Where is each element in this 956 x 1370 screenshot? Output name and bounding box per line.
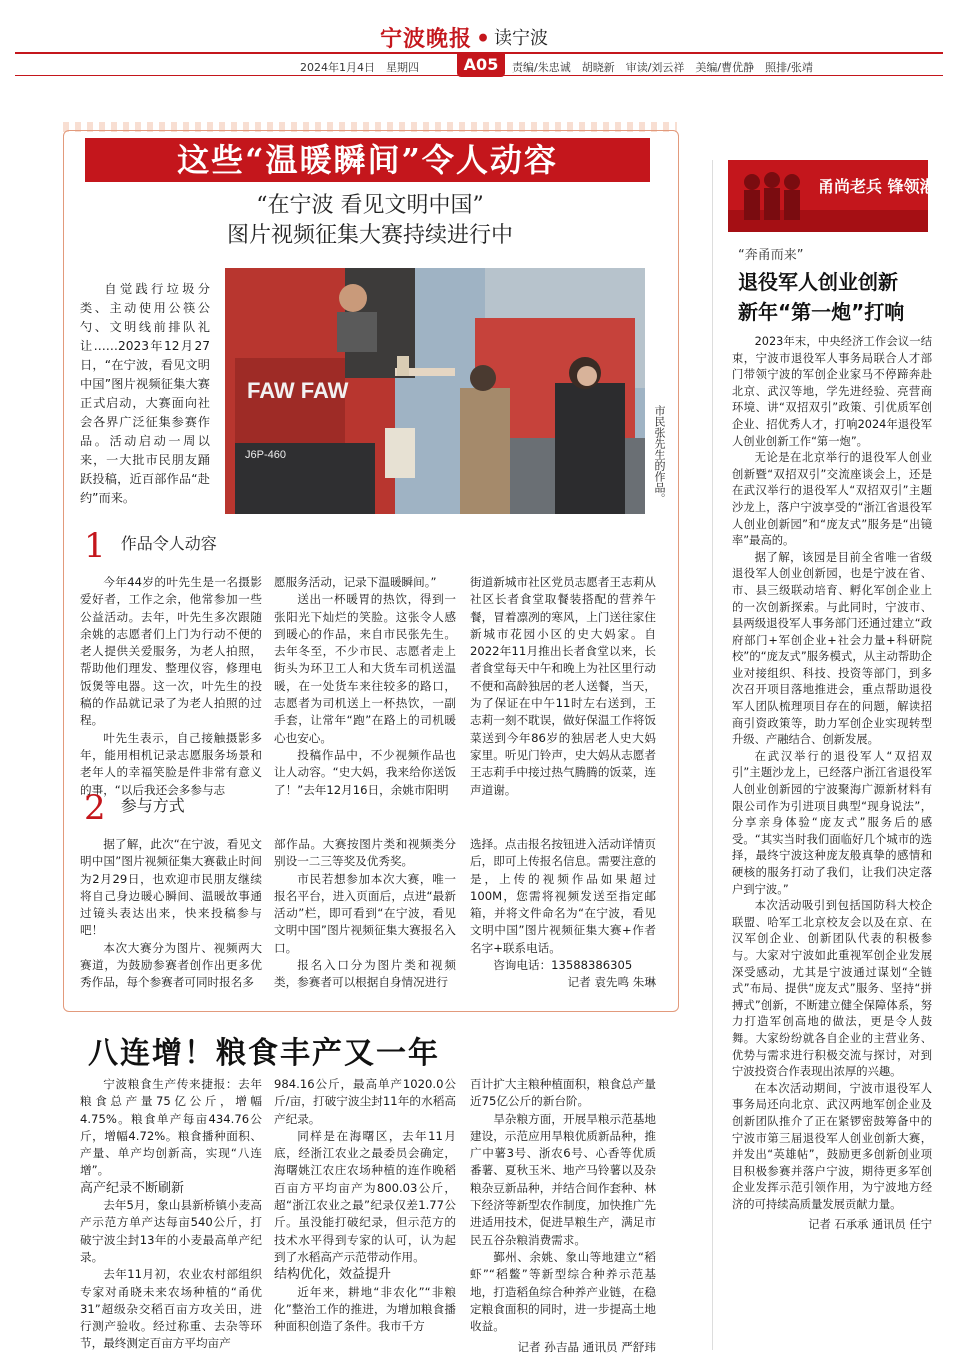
section-1-number: 1 — [84, 526, 106, 566]
section-2-heading: 参与方式 — [120, 796, 185, 815]
subheading: 结构优化，效益提升 — [274, 1267, 392, 1283]
grain-col-3 — [470, 1076, 656, 1357]
paragraph: 鄞州、余姚、象山等地建立“稻虾”“稻鳖”等新型综合种养示范基地，打造稻鱼综合种养产业链，在稳定粮食面积的同时，进一步提高土地收益。 — [470, 1249, 656, 1334]
veterans-title-line-2: 新年“第一炮”打响 — [738, 300, 905, 324]
veterans-banner — [728, 160, 952, 232]
paragraph: 部作品。大赛按图片类和视频类分别设一二三等奖及优秀奖。 — [274, 837, 456, 869]
paragraph: 据了解，此次“在宁波，看见文明中国”图片视频征集大赛截止时间为2月29日，也欢迎市民朋友继续将自己身边暖心瞬间、温暖故事通过镜头表达出来，快来投稿参与吧！ — [80, 837, 262, 938]
photo-caption: 市民张先生的作品。 — [653, 405, 666, 504]
paragraph: 984.16公斤，最高单产1020.0公斤/亩，打破宁波尘封11年的水稻高产纪录。 — [274, 1077, 456, 1126]
feature-title: 这些“温暖瞬间”令人动容 — [85, 138, 650, 182]
header-rule-thin — [15, 75, 943, 76]
section-2-col-1 — [80, 836, 262, 992]
paragraph: 送出一杯暖胃的热饮，得到一张阳光下灿烂的笑脸。这张令人感到暖心的作品，来自市民张先生。去年冬至，不少市民、志愿者走上街头为环卫工人和大货车司机送温暖，在一处货车来往较多的路口，志愿者为司机送上一杯热饮，一副手套，让常年“跑”在路上的司机暖心也安心。 — [274, 592, 456, 745]
paragraph: 宁波粮食生产传来捷报：去年粮食总产量75亿公斤，增幅4.75%。粮食单产每亩434.76公斤，增幅4.72%。粮食播种面积、产量、单产均创新高，实现“八连增”。 — [80, 1077, 262, 1178]
column-divider — [712, 160, 713, 1350]
paragraph: 叶先生表示，自己接触摄影多年，能用相机记录志愿服务场景和老年人的幸福笑脸是件非常有意义的事，“以后我还会多参与志 — [80, 730, 262, 797]
page-number: A05 — [457, 53, 505, 77]
paragraph: 无论是在北京举行的退役军人创业创新暨“双招双引”交流座谈会上，还是在武汉举行的退役军人“双招双引”主题沙龙上，落户宁波享受的“浙江省退役军人创业创新园”和“庞友式”服务是“出镜率”最高的。 — [732, 451, 932, 548]
truck-photo — [225, 268, 645, 514]
paragraph: 本次大赛分为图片、视频两大赛道，为鼓励参赛者创作出更多优秀作品，每个参赛者可同时报名多 — [80, 940, 262, 990]
section-1-col-3 — [470, 574, 656, 799]
paragraph: 2023年末，中央经济工作会议一结束，宁波市退役军人事务局联合人才部门带领宁波的军创企业家马不停蹄奔赴北京、武汉等地，学先进经验、亮营商环境、讲“双招双引”政策、引优质军创企业、招优秀人才，打响2024年退役军人创业创新工作“第一炮”。 — [732, 335, 932, 448]
paragraph: 同样是在海曙区，去年11月底，经浙江农业之最委员会确定，海曙姚江农庄农场种植的连作晚稻百亩方平均亩产为800.03公斤，超“浙江农业之最”纪录仅差1.77公斤。虽没能打破纪录，但示范方的技术水平得到专家的认可，认为起到了水稻高产示范带动作用。 — [274, 1128, 456, 1264]
paragraph: 去年5月，象山县新桥镇小麦高产示范方单产达每亩540公斤，打破宁波尘封13年的小麦最高单产纪录。 — [80, 1198, 262, 1264]
section-1-col-1 — [80, 574, 262, 799]
contact-phone: 咨询电话：13588386305 — [493, 958, 633, 973]
paragraph: 在本次活动期间，宁波市退役军人事务局还向北京、武汉两地军创企业及创新团队推介了正在紧锣密鼓筹备中的宁波市第三届退役军人创业创新大赛，并发出“英雄帖”，鼓励更多创新创业项目积极参赛并落户宁波，期待更多军创企业发挥示范引领作用，为宁波地方经济的可持续高质量发展贡献力量。 — [732, 1081, 932, 1211]
paragraph: 百计扩大主粮种植面积，粮食总产量近75亿公斤的新台阶。 — [470, 1077, 656, 1109]
section-2-number: 2 — [84, 788, 106, 828]
byline: 记者 袁先鸣 朱琳 — [567, 975, 656, 990]
grain-col-2 — [274, 1076, 456, 1335]
paragraph: 市民若想参加本次大赛，唯一报名平台，进入页面后，点进“最新活动”栏，即可看到“在宁波，看见文明中国”图片视频征集大赛报名入口。 — [274, 871, 456, 955]
veterans-body — [732, 334, 932, 1234]
paragraph: 投稿作品中，不少视频作品也让人动容。“史大妈，我来给你送饭了！”去年12月16日，余姚市阳明 — [274, 747, 456, 797]
paragraph: 旱杂粮方面，开展旱粮示范基地建设，示范应用旱粮优质新品种，推广中薯3号、浙农6号、心香等优质番薯、夏秋玉米、地产马铃薯以及杂粮杂豆新品种，并结合间作套种、林下经济等新型农作制度，加快推广先进适用技术，促进旱粮生产，满足市民五谷杂粮消费需求。 — [470, 1111, 656, 1247]
byline: 记者 石承承 通讯员 任宁 — [808, 1218, 932, 1232]
paragraph: 选择。点击报名按钮进入活动详情页后，即可上传报名信息。需要注意的是，上传的视频作品如果超过100M，您需将视频发送至指定邮箱，并将文件命名为“在宁波，看见文明中国”图片视频征集大赛+作者名字+联系电话。 — [470, 837, 656, 955]
paragraph: 今年44岁的叶先生是一名摄影爱好者，工作之余，他常参加一些公益活动。去年，叶先生多次跟随余姚的志愿者们上门为行动不便的老人提供关爱服务，为老人拍照，帮助他们理发、整理仪容，修理电饭煲等电器。这一次，叶先生的投稿的作品就记录了为老人拍照的过程。 — [80, 575, 262, 728]
truck-plate-text: J6P-460 — [245, 449, 286, 461]
section-1-header — [84, 526, 217, 566]
banner-text: 甬尚老兵 锋领港城 — [818, 177, 952, 196]
section-2-col-3 — [470, 836, 656, 992]
paragraph: 据了解，该园是目前全省唯一省级退役军人创业创新园，也是宁波在省、市、县三级联动培育、孵化军创企业上的一次创新探索。与此同时，宁波市、县两级退役军人事务部门还通过建立“政府部门+军创企业+社会力量+科研院校”的“庞友式”服务模式，从主动帮助企业对接组织、科技、投资等部门，到多次召开项目落地推进会，重点帮助退役军人团队梳理项目存在的问题，解读招商引资政策等，助力军创企业实现转型升级、产融结合、创新发展。 — [732, 550, 932, 747]
subheading: 高产纪录不断刷新 — [80, 1180, 185, 1196]
paragraph: 去年11月初，农业农村部组织专家对甬晓未来农场种植的“甬优31”超级杂交稻百亩方攻关田，进行测产验收。经过称重、去杂等环节，最终测定百亩方平均亩产 — [80, 1267, 262, 1351]
section-2-col-2 — [274, 836, 456, 992]
truck-brand-text: FAW FAW — [247, 378, 349, 403]
paragraph: 街道新城市社区党员志愿者王志莉从社区长者食堂取餐装搭配的营养午餐，冒着凛冽的寒风，上门送往家住新城市花园小区的史大妈家。自2022年11月推出长者食堂以来，长者食堂每天中午和晚上为社区里行动不便和高龄独居的老人送餐，当天，为了保证在中午11时左右送到，王志莉一刻不耽误，做好保温工作将饭菜送到今年86岁的独居老人史大妈家里。听见门铃声，史大妈从志愿者王志莉手中接过热气腾腾的饭菜，连声道谢。 — [470, 575, 656, 797]
feature-subtitle-2: 图片视频征集大赛持续进行中 — [226, 223, 513, 248]
grain-article-title: 八连增！粮食丰产又一年 — [88, 1036, 440, 1071]
paragraph: 报名入口分为图片类和视频类，参赛者可以根据自身情况进行 — [274, 958, 456, 990]
feature-subtitle-1: “在宁波 看见文明中国” — [256, 193, 484, 218]
editor-credits: 责编/朱忠诚 胡晓新 审读/刘云祥 美编/曹优静 照排/张靖 — [512, 61, 813, 74]
paragraph: 本次活动吸引到包括国防科大校企联盟、哈军工北京校友会以及在京、在汉军创企业、创新团队代表的积极参与。大家对宁波如此重视军创企业发展深受感动，尤其是宁波通过谋划“全链式”布局、提供“庞友式”服务、坚持“拼搏式”创新，不断建立健全保障体系，努力打造军创高地的做法，更是令人鼓舞。大家纷纷就各自企业的主营业务、优势与需求进行积极交流与探讨，对到宁波投资合作表现出浓厚的兴趣。 — [732, 899, 932, 1079]
truck-photo-illustration — [225, 268, 645, 514]
section-1-heading: 作品令人动容 — [120, 534, 217, 553]
byline: 记者 孙吉晶 通讯员 严舒玮 — [517, 1340, 656, 1355]
masthead-logo: 宁波晚报 • — [380, 26, 492, 52]
section-1-col-2 — [274, 574, 456, 799]
paragraph: 在武汉举行的退役军人“双招双引”主题沙龙上，已经落户浙江省退役军人创业创新园的宁波聚海广源新材料有限公司作为引进项目典型“现身说法”，分享亲身体验“庞友式”服务后的感受。“其实当时我们面临好几个城市的选择，最终宁波这种庞友般真挚的感情和硬核的服务打动了我们，让我们决定落户到宁波。” — [732, 749, 932, 896]
veterans-title-line-1: 退役军人创业创新 — [738, 270, 898, 294]
section-name: 读宁波 — [494, 28, 548, 49]
grain-col-1 — [80, 1076, 262, 1353]
paragraph: 近年来，耕地“非农化”“非粮化”整治工作的推进，为增加粮食播种面积创造了条件。我市千方 — [274, 1284, 456, 1334]
feature-intro: 自觉践行垃圾分类、主动使用公筷公勺、文明线前排队礼让……2023年12月27日，“在宁波，看见文明中国”图片视频征集大赛正式启动，大赛面向社会各界广泛征集参赛作品。活动启动一周以来，一大批市民朋友踊跃投稿，近百部作品“赴约”而来。 — [80, 282, 210, 505]
issue-date: 2024年1月4日 星期四 — [300, 61, 419, 74]
veterans-banner-graphic — [728, 160, 952, 232]
paragraph: 愿服务活动，记录下温暖瞬间。” — [274, 575, 437, 589]
section-2-header — [84, 788, 185, 828]
veterans-kicker: “奔甬而来” — [738, 248, 804, 263]
